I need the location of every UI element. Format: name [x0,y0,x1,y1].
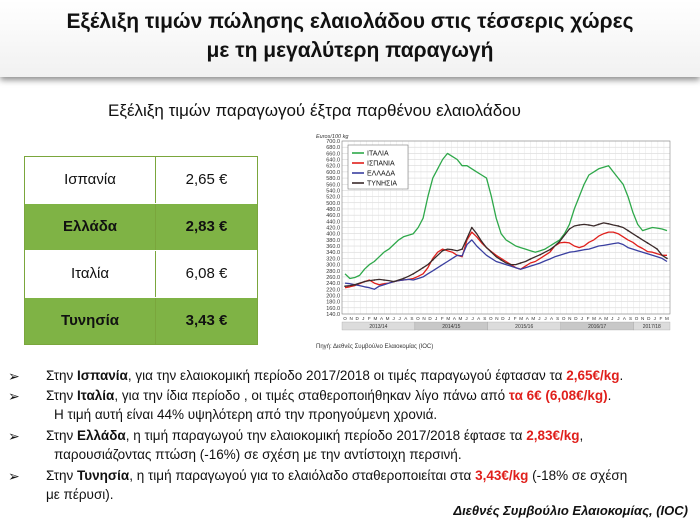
y-axis-label: Euros/100 kg [316,134,349,140]
country-name: Ελλάδα [62,218,118,235]
series-point [647,242,649,244]
series-point [403,278,405,280]
y-tick-label: 680.0 [326,145,340,152]
bullet-italy-continued: Η τιμή αυτή είναι 44% υψηλότερη από την προηγούμενη χρονιά. [54,407,438,422]
month-tick-label: J [611,316,614,321]
series-point [364,281,366,283]
page-title-line1: Εξέλιξη τιμών πώλησης ελαιολάδου στις τέσσερις χώρες [66,10,634,33]
series-point [637,236,639,238]
month-tick-label: D [355,316,359,321]
y-tick-label: 280.0 [326,268,340,275]
month-tick-label: F [367,316,371,321]
month-tick-label: D [501,316,505,321]
y-tick-label: 700.0 [326,139,340,145]
table-row [25,251,257,297]
month-tick-label: N [349,316,353,321]
y-tick-label: 400.0 [326,231,340,238]
month-tick-label: F [513,316,517,321]
y-tick-label: 640.0 [326,157,340,164]
bullet-arrow-icon: ➢ [8,388,20,404]
series-point [344,285,346,287]
table-row [25,157,257,203]
series-point [539,254,541,256]
y-tick-label: 660.0 [326,151,340,158]
month-tick-label: S [410,316,414,321]
country-price: 2,83 € [185,218,228,235]
month-tick-label: J [392,316,395,321]
bullet-arrow-icon: ➢ [8,468,20,484]
month-tick-label: A [452,316,456,321]
legend-label: ΙΣΠΑΝΙΑ [367,160,395,168]
month-tick-label: J [538,316,541,321]
y-tick-label: 600.0 [326,169,340,176]
page-title-line2: με τη μεγαλύτερη παραγωγή [206,39,494,62]
season-label: 2016/17 [588,324,607,330]
series-point [569,228,571,230]
month-tick-label: O [634,316,639,321]
y-tick-label: 260.0 [326,274,340,281]
month-tick-label: O [561,316,566,321]
y-tick-label: 380.0 [326,237,340,244]
series-point [354,284,356,286]
month-tick-label: J [471,316,474,321]
table-row [25,204,257,250]
month-tick-label: F [440,316,444,321]
country-price: 2,65 € [185,171,228,188]
month-tick-label: M [385,316,390,321]
season-label: 2013/14 [369,324,388,330]
month-tick-label: J [507,316,511,321]
country-name: Τυνησία [61,312,119,329]
month-tick-label: S [556,316,560,321]
series-point [373,279,375,281]
y-tick-label: 300.0 [326,262,340,269]
y-tick-label: 560.0 [326,182,340,189]
month-tick-label: A [525,316,529,321]
month-tick-label: A [477,316,481,321]
series-point [666,258,668,260]
y-tick-label: 540.0 [326,188,340,195]
y-tick-label: 480.0 [326,206,340,213]
month-tick-label: O [489,316,493,321]
series-point [383,279,385,281]
month-tick-label: D [647,316,651,321]
month-tick-label: J [544,316,547,321]
footer-source: Διεθνές Συμβούλιο Ελαιοκομίας, (IOC) [453,503,688,518]
month-tick-label: N [495,316,499,321]
month-tick-label: M [373,316,378,321]
month-tick-label: F [659,316,663,321]
legend-label: ΙΤΑΛΙΑ [367,150,389,158]
month-tick-label: J [617,316,620,321]
y-tick-label: 500.0 [326,200,340,207]
series-point [461,248,463,250]
month-tick-label: M [604,316,609,321]
country-price: 3,43 € [185,312,228,329]
bullet-greece-continued: παρουσιάζοντας πτώση (-16%) σε σχέση με την αντίστοιχη περσινή. [54,447,462,462]
month-tick-label: A [550,316,554,321]
season-label: 2017/18 [642,324,661,330]
y-tick-label: 460.0 [326,213,340,220]
series-point [442,250,444,252]
bullet-arrow-icon: ➢ [8,428,20,444]
month-tick-label: J [398,316,401,321]
month-tick-label: J [362,316,365,321]
season-label: 2014/15 [442,324,461,330]
series-point [510,264,512,266]
month-tick-label: J [653,316,656,321]
month-tick-label: M [592,316,596,321]
country-name: Ιταλία [70,265,110,282]
series-point [500,259,502,261]
chart-source: Πηγή: Διεθνές Συμβούλιο Ελαιοκομίας (IOC) [316,344,434,350]
month-tick-label: N [422,316,426,321]
series-point [578,224,580,226]
y-tick-label: 220.0 [326,287,340,294]
bullet-italy: Στην Ιταλία, για την ίδια περίοδο , οι τιμές σταθεροποιήθηκαν λίγο πάνω από τα 6€ (6,08€/kg). [46,388,612,403]
y-tick-label: 140.0 [326,312,340,318]
month-tick-label: A [622,316,626,321]
table-row [25,298,257,344]
chart-section-subtitle: Εξέλιξη τιμών παραγωγού έξτρα παρθένου ελαιολάδου [108,101,521,120]
month-tick-label: N [641,316,645,321]
series-point [608,223,610,225]
y-tick-label: 160.0 [326,305,340,312]
month-tick-label: A [598,316,602,321]
country-price: 6,08 € [185,265,228,282]
series-point [481,241,483,243]
series-point [627,230,629,232]
month-tick-label: M [519,316,524,321]
y-tick-label: 240.0 [326,281,340,288]
month-tick-label: M [665,316,669,321]
month-tick-label: N [568,316,572,321]
y-tick-label: 420.0 [326,225,340,232]
y-tick-label: 440.0 [326,219,340,226]
legend-label: ΕΛΛΑΔΑ [367,170,396,178]
country-name: Ισπανία [64,171,116,188]
series-point [617,225,619,227]
series-point [520,262,522,264]
y-tick-label: 620.0 [326,163,340,170]
header-banner [0,0,700,77]
month-tick-label: S [628,316,633,321]
y-tick-label: 520.0 [326,194,340,201]
series-point [588,224,590,226]
y-tick-label: 180.0 [326,299,340,306]
bullet-arrow-icon: ➢ [8,368,20,384]
month-tick-label: M [531,316,536,321]
y-tick-label: 580.0 [326,176,340,183]
month-tick-label: O [416,316,420,321]
series-point [530,258,532,260]
y-tick-label: 320.0 [326,256,340,263]
month-tick-label: A [379,316,384,321]
series-point [598,224,600,226]
series-point [393,281,395,283]
y-tick-label: 200.0 [326,293,340,300]
y-tick-label: 360.0 [326,244,340,251]
month-tick-label: A [404,316,408,321]
series-point [452,249,454,251]
season-label: 2015/16 [515,324,534,330]
bullet-greece: Στην Ελλάδα, η τιμή παραγωγού την ελαιοκομική περίοδο 2017/2018 έφτασε τα 2,83€/kg, [46,428,584,443]
price-line-chart [314,131,678,350]
bullet-tunisia-continued: με πέρυσι). [46,487,114,502]
series-point [491,251,493,253]
series-point [413,273,415,275]
month-tick-label: D [574,316,578,321]
series-point [549,249,551,251]
legend-label: ΤΥΝΗΣΙΑ [367,180,397,188]
bullet-tunisia: Στην Τυνησία, η τιμή παραγωγού για το ελαιόλαδο σταθεροποιείται στα 3,43€/kg (-18% σε σχέση [46,468,628,483]
series-point [559,241,561,243]
series-point [432,259,434,261]
month-tick-label: M [458,316,463,321]
month-tick-label: O [343,316,347,321]
y-tick-label: 340.0 [326,250,340,257]
series-point [422,267,424,269]
month-tick-label: F [586,316,590,321]
series-point [656,248,658,250]
series-point [471,227,473,229]
month-tick-label: S [483,316,487,321]
month-tick-label: M [446,316,451,321]
bullet-spain: Στην Ισπανία, για την ελαιοκομική περίοδο 2017/2018 οι τιμές παραγωγού έφτασαν τα 2,65€/kg. [46,368,624,383]
month-tick-label: J [465,316,468,321]
month-tick-label: J [434,316,438,321]
price-table [24,156,258,345]
month-tick-label: D [428,316,432,321]
month-tick-label: J [580,316,584,321]
